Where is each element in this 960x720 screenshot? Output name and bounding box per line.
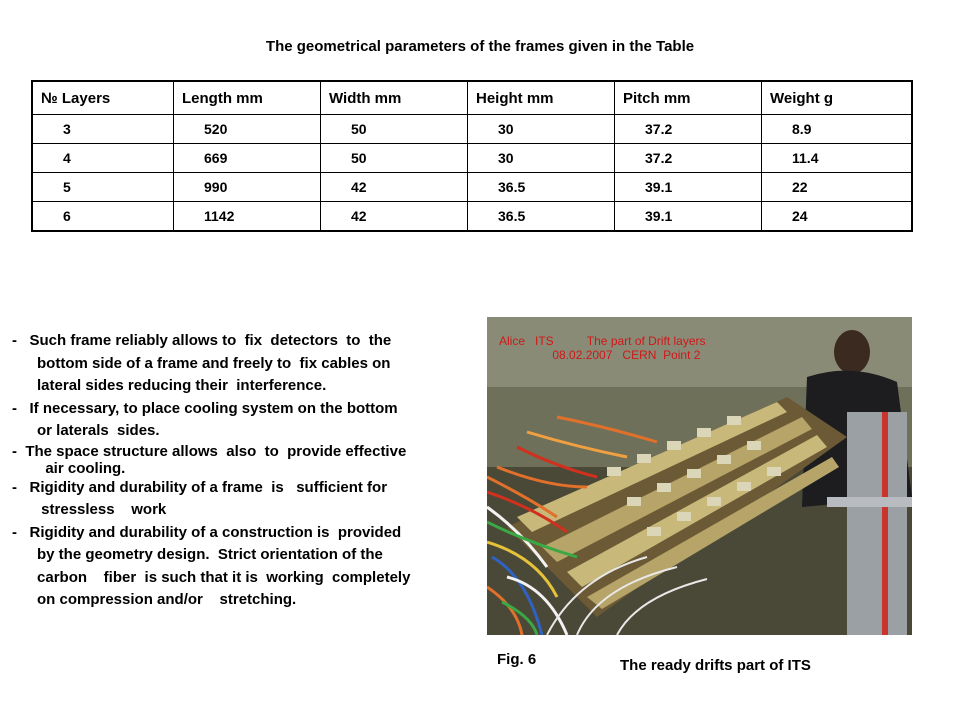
- figure-caption: The ready drifts part of ITS: [620, 657, 811, 674]
- bullet-line: air cooling.: [12, 459, 126, 477]
- header-length: Length mm: [174, 81, 321, 115]
- header-width: Width mm: [321, 81, 468, 115]
- table-cell: 3: [32, 115, 174, 144]
- table-row: [32, 173, 912, 202]
- bullet-line: or laterals sides.: [12, 422, 160, 439]
- detector-photo-illustration: [487, 317, 912, 635]
- bullet-line: stressless work: [12, 501, 167, 518]
- table-cell: 24: [762, 202, 913, 232]
- bullet-list: [12, 330, 472, 612]
- bullet-line: carbon fiber is such that it is working completely: [12, 568, 411, 586]
- table-cell: 990: [174, 173, 321, 202]
- table-cell: 30: [468, 115, 615, 144]
- table-cell: 50: [321, 115, 468, 144]
- table-cell: 520: [174, 115, 321, 144]
- table-cell: 50: [321, 144, 468, 173]
- table-cell: 11.4: [762, 144, 913, 173]
- table-row: [32, 144, 912, 173]
- table-cell: 37.2: [615, 144, 762, 173]
- bullet-line: on compression and/or stretching.: [12, 591, 297, 608]
- bullet-line: - Rigidity and durability of a frame is sufficient for: [12, 478, 388, 496]
- table-header-row: [32, 81, 912, 115]
- header-weight: Weight g: [762, 81, 913, 115]
- bullet-line: by the geometry design. Strict orientation of the: [12, 546, 383, 563]
- bullet-line: - Such frame reliably allows to fix detectors to the: [12, 332, 392, 349]
- bullet-line: - Rigidity and durability of a construction is provided: [12, 523, 402, 541]
- table-cell: 669: [174, 144, 321, 173]
- photo-overlay-line-1: Alice ITS The part of Drift layers: [499, 334, 706, 348]
- table-cell: 42: [321, 202, 468, 232]
- table-row: [32, 202, 912, 232]
- header-height: Height mm: [468, 81, 615, 115]
- parameters-table: [31, 80, 913, 232]
- header-layers: № Layers: [32, 81, 174, 115]
- table-cell: 36.5: [468, 202, 615, 232]
- figure-label: Fig. 6: [497, 651, 537, 668]
- table-row: [32, 115, 912, 144]
- table-cell: 5: [32, 173, 174, 202]
- bullet-line: - If necessary, to place cooling system on the bottom: [12, 399, 398, 417]
- table-cell: 42: [321, 173, 468, 202]
- table-cell: 39.1: [615, 202, 762, 232]
- bullet-line: bottom side of a frame and freely to fix cables on: [12, 354, 391, 372]
- table-cell: 1142: [174, 202, 321, 232]
- header-pitch: Pitch mm: [615, 81, 762, 115]
- table-cell: 39.1: [615, 173, 762, 202]
- bullet-line: - The space structure allows also to provide effective: [12, 442, 407, 460]
- photo-overlay-line-2: 08.02.2007 CERN Point 2: [499, 348, 701, 362]
- table-cell: 36.5: [468, 173, 615, 202]
- photo-overlay-text: [499, 334, 706, 362]
- table-cell: 6: [32, 202, 174, 232]
- table-cell: 4: [32, 144, 174, 173]
- table-cell: 37.2: [615, 115, 762, 144]
- bullet-line: lateral sides reducing their interference.: [12, 377, 327, 394]
- page-title: The geometrical parameters of the frames given in the Table: [265, 38, 695, 55]
- table-cell: 22: [762, 173, 913, 202]
- table-cell: 8.9: [762, 115, 913, 144]
- table-cell: 30: [468, 144, 615, 173]
- detector-photo: [487, 317, 912, 635]
